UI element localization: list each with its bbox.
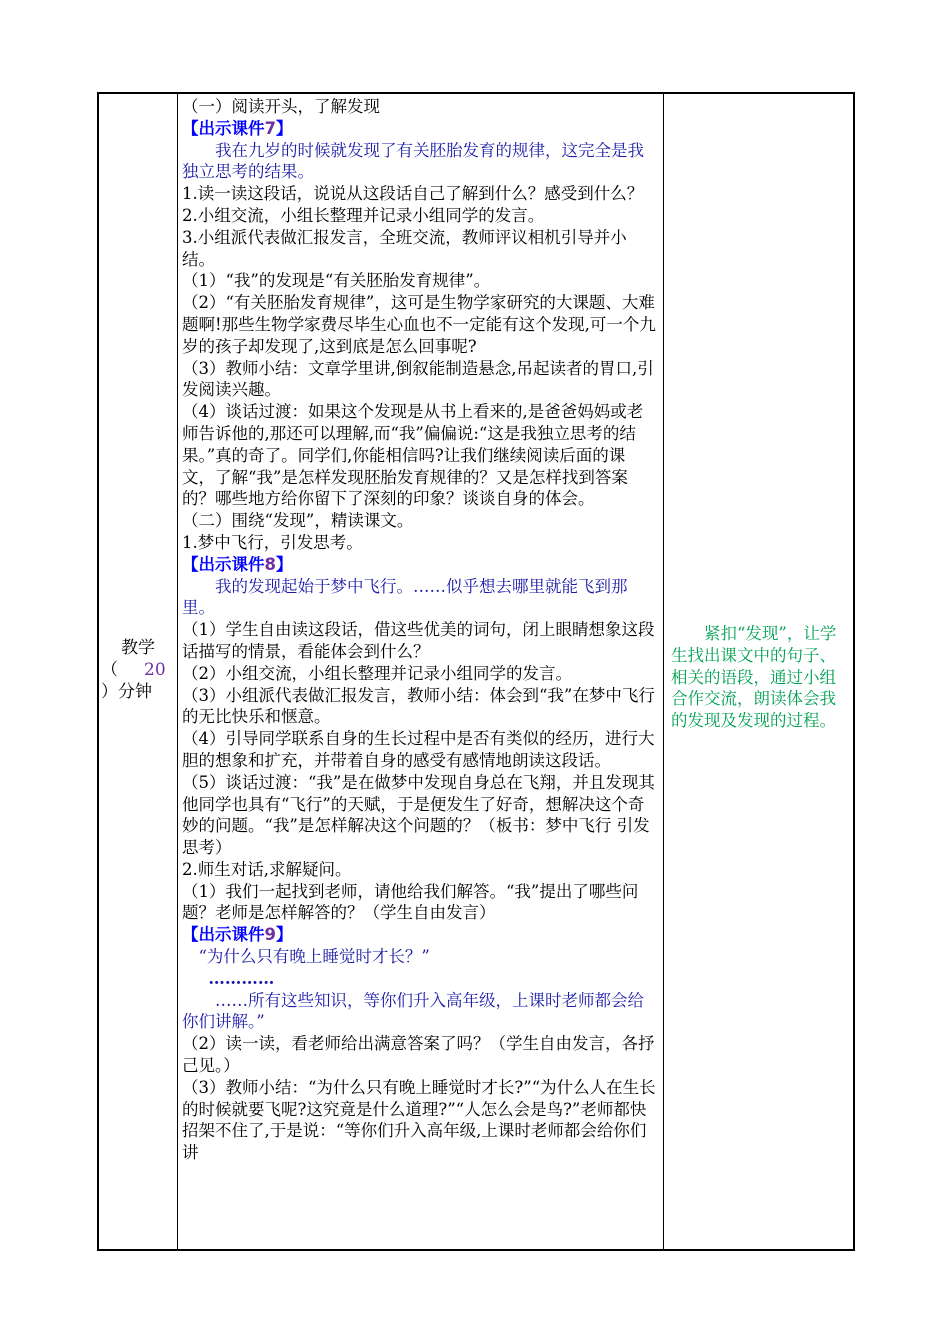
column-divider	[177, 94, 178, 1249]
time-label: 教学	[121, 638, 155, 658]
content-line: （2）小组交流，小组长整理并记录小组同学的发言。	[182, 663, 572, 683]
content-line: 2.小组交流，小组长整理并记录小组同学的发言。	[182, 205, 545, 225]
content-line: 1.读一读这段话，说说从这段话自己了解到什么？感受到什么？	[182, 184, 644, 204]
content-line: （2）“有关胚胎发育规律”，这可是生物学家研究的大课题、大难题啊!那些生物学家费尽毕生心血也不一定能有这个发现,可一个九岁的孩子却发现了,这到底是怎么回事呢?	[182, 293, 656, 356]
content-line: （4）谈话过渡：如果这个发现是从书上看来的,是爸爸妈妈或老师告诉他的,那还可以理解,而“我”偏偏说:“这是我独立思考的结果。”真的奇了。同学们,你能相信吗?让我们继续阅读后面的课文，了解“我”是怎样发现胚胎发育规律的？又是怎样找到答案的？哪些地方给你留下了深刻的印象？谈谈自身的体会。	[182, 402, 644, 509]
content-line: 3.小组派代表做汇报发言，全班交流，教师评议相机引导并小结。	[182, 227, 627, 269]
courseware-quote: 我的发现起始于梦中飞行。……似乎想去哪里就能飞到那里。	[182, 576, 628, 618]
courseware-quote: “为什么只有晚上睡觉时才长？”	[198, 947, 430, 967]
lesson-content-cell	[179, 94, 661, 1249]
paren-open: （	[101, 660, 118, 680]
courseware-number: 8	[264, 554, 276, 574]
content-line: （1）学生自由读这段话，借这些优美的词句，闭上眼睛想象这段话描写的情景，看能体会到什么？	[182, 620, 655, 661]
content-line: （1）“我”的发现是“有关胚胎发育规律”。	[182, 271, 491, 291]
content-line: （1）我们一起找到老师，请他给我们解答。“我”提出了哪些问题？老师是怎样解答的？（学生自由发言）	[182, 881, 639, 923]
column-divider	[663, 94, 664, 1249]
content-line: （3）教师小结：“为什么只有晚上睡觉时才长?”“为什么人在生长的时候就要飞呢?这究竟是什么道理?”“人怎么会是鸟?”老师都快招架不住了,于是说：“等你们升入高年级,上课时老师都会给你们讲	[182, 1077, 656, 1163]
design-note-cell	[665, 94, 855, 1249]
design-note-text: 紧扣“发现”，让学生找出课文中的句子、相关的语段，通过小组合作交流，朗读体会我的发现及发现的过程。	[671, 624, 837, 731]
courseware-number: 9	[264, 925, 276, 945]
courseware-heading: 【出示课件9】	[182, 925, 293, 945]
content-line: （4）引导同学联系自身的生长过程中是否有类似的经历，进行大胆的想象和扩充，并带着自身的感受有感情地朗读这段话。	[182, 729, 655, 770]
content-line: （3）教师小结：文章学里讲,倒叙能制造悬念,吊起读者的胃口,引发阅读兴趣。	[182, 358, 654, 400]
content-line: （一）阅读开头，了解发现	[182, 97, 380, 116]
courseware-quote: 我在九岁的时候就发现了有关胚胎发育的规律，这完全是我独立思考的结果。	[182, 140, 644, 182]
content-line: 2.师生对话,求解疑问。	[182, 859, 352, 879]
lesson-content	[179, 94, 661, 1164]
courseware-heading: 【出示课件8】	[182, 554, 293, 574]
design-note	[665, 623, 855, 732]
lesson-table	[97, 92, 855, 1251]
content-line: （二）围绕“发现”，精读课文。	[182, 511, 414, 531]
content-line: 1.梦中飞行，引发思考。	[182, 532, 363, 552]
content-line: （3）小组派代表做汇报发言，教师小结：体会到“我”在梦中飞行的无比快乐和惬意。	[182, 685, 655, 727]
time-minutes: 20	[144, 660, 166, 680]
courseware-quote: ……所有这些知识，等你们升入高年级，上课时老师都会给你们讲解。”	[182, 990, 644, 1032]
time-unit: ）分钟	[101, 682, 152, 702]
content-line: （5）谈话过渡：“我”是在做梦中发现自身总在飞翔，并且发现其他同学也具有“飞行”的天赋，于是便发生了好奇，想解决这个奇妙的问题。“我”是怎样解决这个问题的？（板书：梦中飞行 引发思考）	[182, 772, 655, 858]
section-label-cell	[99, 94, 177, 1249]
courseware-heading: 【出示课件7】	[182, 118, 293, 138]
courseware-ellipsis: …………	[208, 968, 275, 988]
content-line: （2）读一读，看老师给出满意答案了吗？（学生自由发言，各抒己见。）	[182, 1034, 655, 1076]
courseware-number: 7	[264, 118, 276, 138]
teaching-time	[99, 637, 177, 703]
